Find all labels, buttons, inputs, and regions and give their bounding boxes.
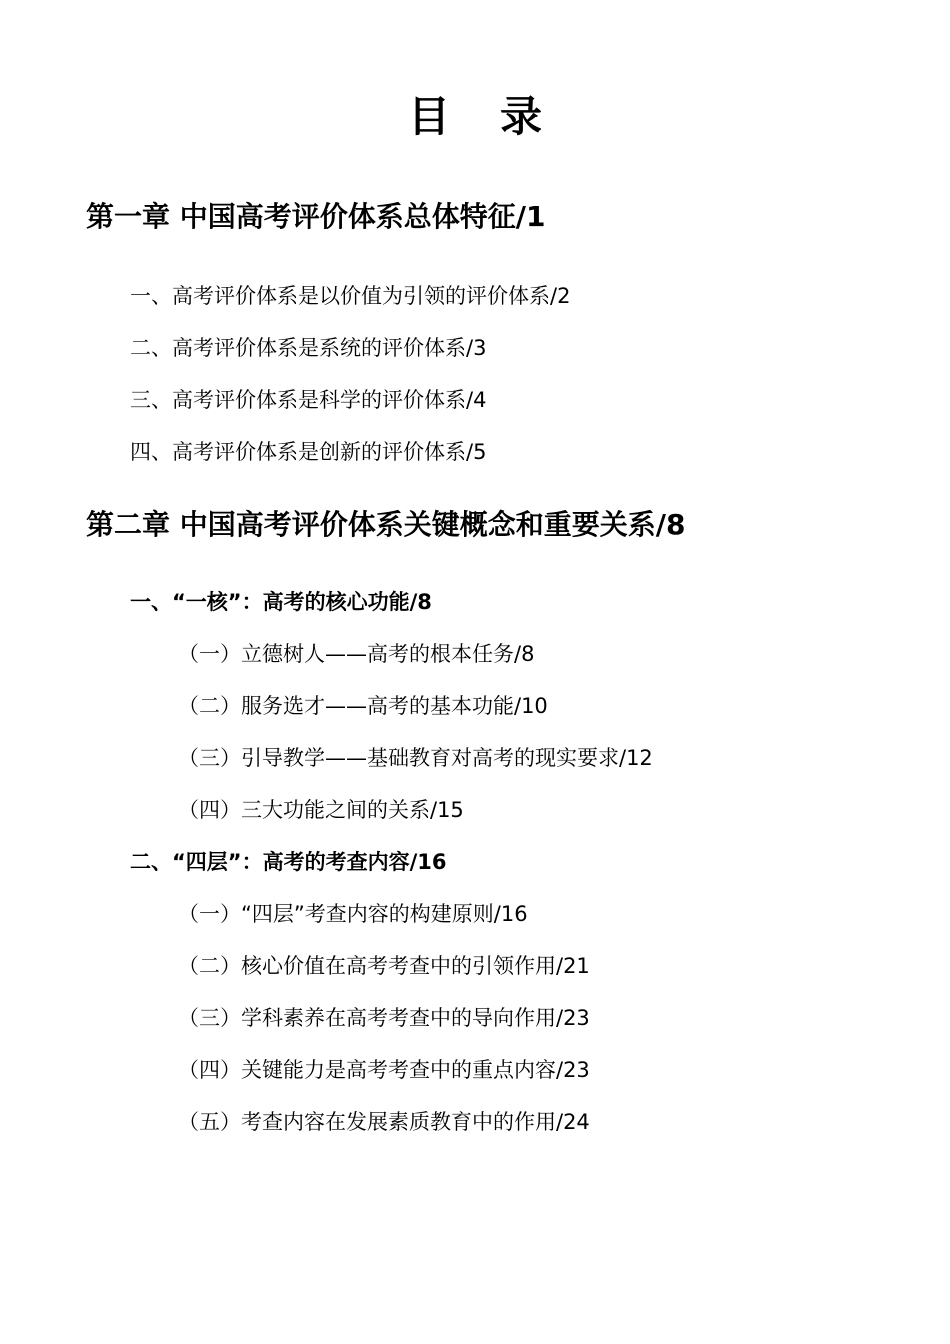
toc-ch1-section-3[interactable]: 三、高考评价体系是科学的评价体系/4 (130, 388, 487, 412)
toc-ch2-s2-item-3[interactable]: （三）学科素养在高考考查中的导向作用/23 (178, 1006, 590, 1030)
toc-ch2-s1-item-1[interactable]: （一）立德树人——高考的根本任务/8 (178, 642, 535, 666)
toc-ch2-s2-item-2[interactable]: （二）核心价值在高考考查中的引领作用/21 (178, 954, 590, 978)
toc-ch2-s2-item-1[interactable]: （一）“四层”考查内容的构建原则/16 (178, 902, 528, 926)
toc-ch1-section-4[interactable]: 四、高考评价体系是创新的评价体系/5 (130, 440, 487, 464)
toc-ch2-s1-item-3[interactable]: （三）引导教学——基础教育对高考的现实要求/12 (178, 746, 653, 770)
toc-ch2-s2-item-4[interactable]: （四）关键能力是高考考查中的重点内容/23 (178, 1058, 590, 1082)
toc-ch2-s1-item-2[interactable]: （二）服务选才——高考的基本功能/10 (178, 694, 548, 718)
page-title (0, 92, 950, 142)
title-char-2: 录 (500, 92, 543, 141)
toc-chapter-2[interactable]: 第二章 中国高考评价体系关键概念和重要关系/8 (86, 508, 686, 541)
toc-ch2-section-2[interactable]: 二、“四层”：高考的考查内容/16 (130, 850, 447, 874)
toc-ch1-section-1[interactable]: 一、高考评价体系是以价值为引领的评价体系/2 (130, 284, 571, 308)
toc-ch1-section-2[interactable]: 二、高考评价体系是系统的评价体系/3 (130, 336, 487, 360)
title-char-1: 目 (407, 92, 450, 141)
toc-chapter-1[interactable]: 第一章 中国高考评价体系总体特征/1 (86, 200, 546, 233)
toc-ch2-s1-item-4[interactable]: （四）三大功能之间的关系/15 (178, 798, 464, 822)
toc-ch2-s2-item-5[interactable]: （五）考查内容在发展素质教育中的作用/24 (178, 1110, 590, 1134)
toc-ch2-section-1[interactable]: 一、“一核”：高考的核心功能/8 (130, 590, 432, 614)
